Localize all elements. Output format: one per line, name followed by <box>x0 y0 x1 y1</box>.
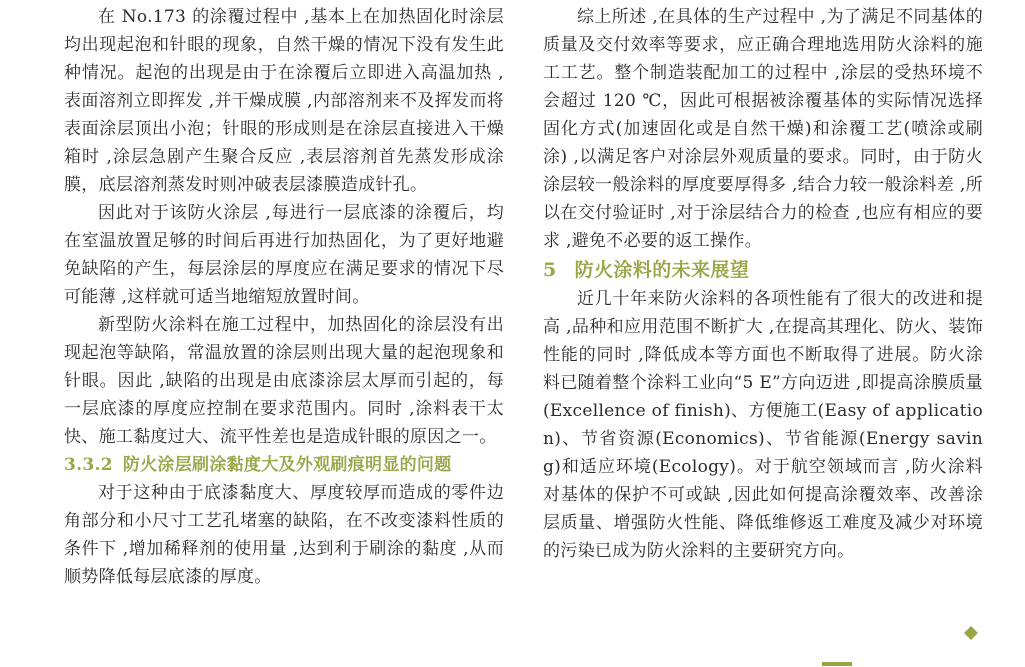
body-paragraph: 对于这种由于底漆黏度大、厚度较厚而造成的零件边角部分和小尺寸工艺孔堵塞的缺陷，在不改变漆料性质的条件下 ,增加稀释剂的使用量 ,达到利于刷涂的黏度 ,从而顺势降低每层底漆的厚度。 <box>64 483 504 587</box>
section-title: 防火涂料的未来展望 <box>574 259 750 281</box>
subsection-heading <box>64 451 504 479</box>
body-paragraph: 因此对于该防火涂层 ,每进行一层底漆的涂覆后，均在室温放置足够的时间后再进行加热固化，为了更好地避免缺陷的产生，每层涂层的厚度应在满足要求的情况下尽可能薄 ,这样就可适当地缩短放置时间。 <box>64 203 504 307</box>
body-paragraph: 新型防火涂料在施工过程中，加热固化的涂层没有出现起泡等缺陷，常温放置的涂层则出现大量的起泡现象和针眼。因此 ,缺陷的出现是由底漆涂层太厚而引起的，每一层底漆的厚度应控制在要求范围内。同时 ,涂料表干太快、施工黏度过大、流平性差也是造成针眼的原因之一。 <box>64 315 504 447</box>
right-column <box>543 3 983 565</box>
body-paragraph: 近几十年来防火涂料的各项性能有了很大的改进和提高 ,品种和应用范围不断扩大 ,在提高其理化、防火、装饰性能的同时 ,降低成本等方面也不断取得了进展。防火涂料已随着整个涂料工业向“5 E”方向迈进 ,即提高涂膜质量(Excellence of finish)、方便施工(Easy of application)、节省资源(Economics)、节省能源(Energy saving)和适应环境(Ecology)。对于航空领域而言 ,防火涂料对基体的保护不可或缺 ,因此如何提高涂覆效率、改善涂层质量、增强防火性能、降低维修返工难度及减少对环境的污染已成为防火涂料的主要研究方向。 <box>543 289 984 561</box>
section-heading <box>543 255 983 285</box>
left-column <box>64 3 504 591</box>
body-paragraph: 综上所述 ,在具体的生产过程中 ,为了满足不同基体的质量及交付效率等要求，应正确合理地选用防火涂料的施工工艺。整个制造装配加工的过程中 ,涂层的受热环境不会超过 120 ℃，因此可根据被涂覆基体的实际情况选择固化方式(加速固化或是自然干燥)和涂覆工艺(喷涂或刷涂) ,以满足客户对涂层外观质量的要求。同时，由于防火涂层较一般涂料的厚度要厚得多 ,结合力较一般涂料差 ,所以在交付验证时 ,对于涂层结合力的检查 ,也应有相应的要求 ,避免不必要的返工操作。 <box>543 7 983 251</box>
subsection-title: 防火涂层刷涂黏度大及外观刷痕明显的问题 <box>122 455 452 475</box>
section-number: 5 <box>543 259 557 281</box>
subsection-number: 3.3.2 <box>64 455 113 475</box>
body-paragraph: 在 No.173 的涂覆过程中 ,基本上在加热固化时涂层均出现起泡和针眼的现象，自然干燥的情况下没有发生此种情况。起泡的出现是由于在涂覆后立即进入高温加热 ,表面溶剂立即挥发 ,并干燥成膜 ,内部溶剂来不及挥发而将表面涂层顶出小泡；针眼的形成则是在涂层直接进入干燥箱时 ,涂层急剧产生聚合反应 ,表层溶剂首先蒸发形成涂膜，底层溶剂蒸发时则冲破表层漆膜造成针孔。 <box>64 7 504 195</box>
diamond-end-mark-icon <box>962 624 980 642</box>
page-edge-decoration <box>822 662 852 666</box>
